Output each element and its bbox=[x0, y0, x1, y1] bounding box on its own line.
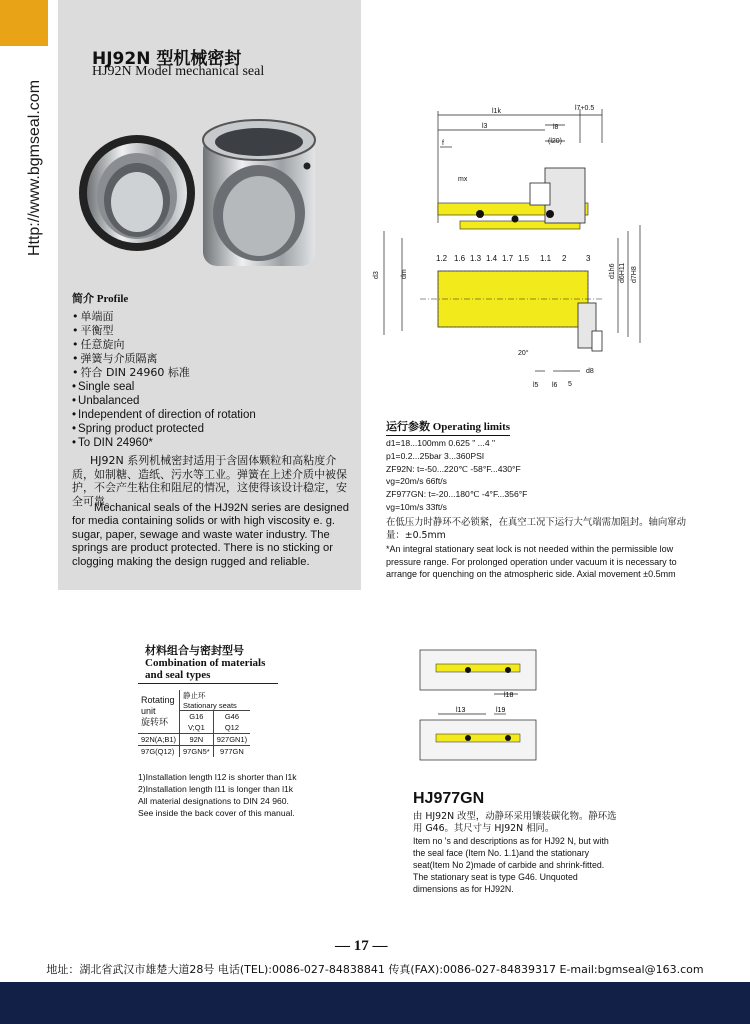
stationary-header: 静止环 Stationary seats bbox=[180, 690, 251, 711]
part-label: 1.5 bbox=[518, 254, 530, 263]
title-cn: HJ92N 型机械密封 bbox=[92, 49, 242, 69]
dim-dm: dm bbox=[401, 269, 408, 279]
part-label: 1.6 bbox=[454, 254, 466, 263]
profile-item: • 任意旋向 bbox=[72, 338, 256, 352]
materials-heading-en: and seal types bbox=[145, 669, 211, 681]
table-cell: 927GN1) bbox=[213, 734, 250, 746]
description-cn: HJ92N 系列机械密封适用于含固体颗粒和高粘度介质，如制糖、造纸、污水等工业。弹簧在上述介质中被保护，不会产生粘住和阻尼的情况，这使得该设计稳定，安全可靠。 bbox=[72, 454, 347, 508]
dim-l18: l18 bbox=[504, 692, 514, 699]
operating-note-cn: 在低压力时静环不必锁紧，在真空工况下运行大气端需加阻封。轴向窜动量：±0.5mm bbox=[386, 517, 687, 541]
operating-limits-list bbox=[386, 437, 527, 514]
profile-item: • 单端面 bbox=[72, 310, 256, 324]
dim-d6: d6H11 bbox=[619, 262, 626, 283]
dim-f: f bbox=[442, 140, 444, 147]
part-label: 1.1 bbox=[540, 254, 552, 263]
operating-line: ZF977GN: t=-20...180℃ -4°F...356°F bbox=[386, 489, 528, 500]
hj977gn-desc-cn: 由 HJ92N 改型，动静环采用镶装碳化物。静环选用 G46。其尺寸与 HJ92N 相同。 bbox=[413, 811, 617, 834]
operating-limits-heading: 运行参数 Operating limits bbox=[386, 418, 510, 436]
note-line: 1)Installation length l12 is shorter than l1k bbox=[138, 772, 297, 782]
dim-5: 5 bbox=[568, 381, 572, 388]
angle-label: 20° bbox=[518, 350, 529, 357]
part-label: 1.4 bbox=[486, 254, 498, 263]
profile-item: • 弹簧与介质隔离 bbox=[72, 352, 256, 366]
profile-item: • Independent of direction of rotation bbox=[72, 408, 256, 422]
title-en: HJ92N Model mechanical seal bbox=[92, 64, 265, 79]
dim-l13: l13 bbox=[456, 707, 466, 714]
seal-photo bbox=[75, 118, 345, 278]
profile-item: • To DIN 24960* bbox=[72, 436, 256, 450]
part-label: 3 bbox=[586, 254, 591, 263]
part-label: 2 bbox=[562, 254, 567, 263]
footer-contact: 地址：湖北省武汉市雄楚大道28号 电话(TEL):0086-027-84838841 传真(FAX):0086-027-84839317 E-mail:bgmseal@163.com bbox=[46, 963, 704, 976]
dim-d8: d8 bbox=[586, 368, 594, 375]
rotating-unit-header: Rotating unit 旋转环 bbox=[138, 690, 180, 734]
table-cell: 97GN5* bbox=[180, 746, 214, 758]
materials-heading bbox=[145, 645, 265, 681]
seal-section-diagram bbox=[370, 103, 650, 398]
page-number: — 17 — bbox=[335, 938, 388, 954]
profile-list bbox=[72, 310, 256, 450]
materials-notes bbox=[138, 771, 297, 819]
profile-item: • Unbalanced bbox=[72, 394, 256, 408]
table-cell: 92N bbox=[180, 734, 214, 746]
hj977gn-title: HJ977GN bbox=[413, 790, 485, 807]
operating-line: vg=10m/s 33ft/s bbox=[386, 501, 447, 512]
profile-heading: 简介 Profile bbox=[72, 293, 129, 305]
dim-l3: l3 bbox=[482, 123, 488, 130]
dim-mx: mx bbox=[458, 176, 468, 183]
profile-item: • 平衡型 bbox=[72, 324, 256, 338]
profile-item: • Single seal bbox=[72, 380, 256, 394]
table-cell: 92N(A;B1) bbox=[138, 734, 180, 746]
part-label: 1.2 bbox=[436, 254, 448, 263]
dim-l5: l5 bbox=[533, 382, 539, 389]
operating-note-en: *An integral stationary seat lock is not needed within the permissible low pressure range. For prolonged operation under vacuum it is necessary to arrange for quenching on the atmospheric side. Axial movement ±0.5mm bbox=[386, 544, 677, 580]
part-label: 1.3 bbox=[470, 254, 482, 263]
profile-item: • 符合 DIN 24960 标准 bbox=[72, 366, 256, 380]
dim-d3: d3 bbox=[373, 271, 380, 279]
table-cell: 977GN bbox=[220, 747, 244, 756]
seal-ring-left bbox=[79, 135, 195, 251]
col-subheader: V;Q1 bbox=[180, 722, 214, 734]
operating-line: p1=0.2...25bar 3...360PSI bbox=[386, 450, 485, 461]
dim-l8: l8 bbox=[553, 124, 559, 131]
seal-ring-right bbox=[203, 120, 315, 266]
dim-l20: (l20) bbox=[548, 138, 563, 145]
operating-line: d1=18...100mm 0.625 " ...4 " bbox=[386, 438, 496, 448]
note-line: All material designations to DIN 24 960. bbox=[138, 796, 289, 806]
hj977gn-diagram bbox=[408, 642, 548, 772]
part-label: 1.7 bbox=[502, 254, 514, 263]
side-website-url bbox=[24, 70, 46, 265]
materials-heading-cn: 材料组合与密封型号 bbox=[145, 645, 244, 657]
col-subheader: Q12 bbox=[213, 722, 250, 734]
col-header: G16 bbox=[180, 711, 214, 723]
table-row bbox=[138, 746, 250, 758]
side-url-text: Http://www.bgmseal.com bbox=[26, 79, 43, 256]
dim-l1k: l1k bbox=[492, 108, 501, 115]
divider bbox=[138, 683, 278, 684]
operating-line: vg=20m/s 66ft/s bbox=[386, 476, 447, 487]
hj977gn-desc-en: Item no 's and descriptions as for HJ92 N, but with the seal face (Item No. 1.1)and the stationary seat(Item No 2)made of carbide and shrink-fitted. The stationary seat is type G46. Unquoted dimensions as for HJ92N. bbox=[413, 836, 609, 894]
profile-item: • Spring product protected bbox=[72, 422, 256, 436]
materials-table bbox=[138, 690, 250, 757]
dim-d1: d1h6 bbox=[609, 263, 616, 279]
dim-l6: l6 bbox=[552, 382, 558, 389]
table-cell: 97G(Q12) bbox=[138, 746, 180, 758]
part-number-labels bbox=[436, 254, 591, 263]
materials-heading-en: Combination of materials bbox=[145, 657, 266, 669]
corner-tab bbox=[0, 0, 48, 46]
col-header: G46 bbox=[224, 712, 240, 721]
dim-l19: l19 bbox=[496, 707, 506, 714]
table-row bbox=[138, 734, 250, 746]
dim-d7: d7H8 bbox=[631, 266, 638, 283]
note-line: See inside the back cover of this manual. bbox=[138, 808, 295, 818]
footer-bar bbox=[0, 982, 750, 1024]
operating-line: ZF92N: t=-50...220℃ -58°F...430°F bbox=[386, 463, 521, 474]
dim-l7: l7+0.5 bbox=[575, 105, 595, 112]
note-line: 2)Installation length l11 is longer than l1k bbox=[138, 784, 294, 794]
description-en: Mechanical seals of the HJ92N series are designed for media containing solids or with high viscosity e. g. sugar, paper, sewage and waste water industry. The springs are product protected. There is no sticking or clogging making the design rugged and reliable. bbox=[72, 502, 349, 568]
